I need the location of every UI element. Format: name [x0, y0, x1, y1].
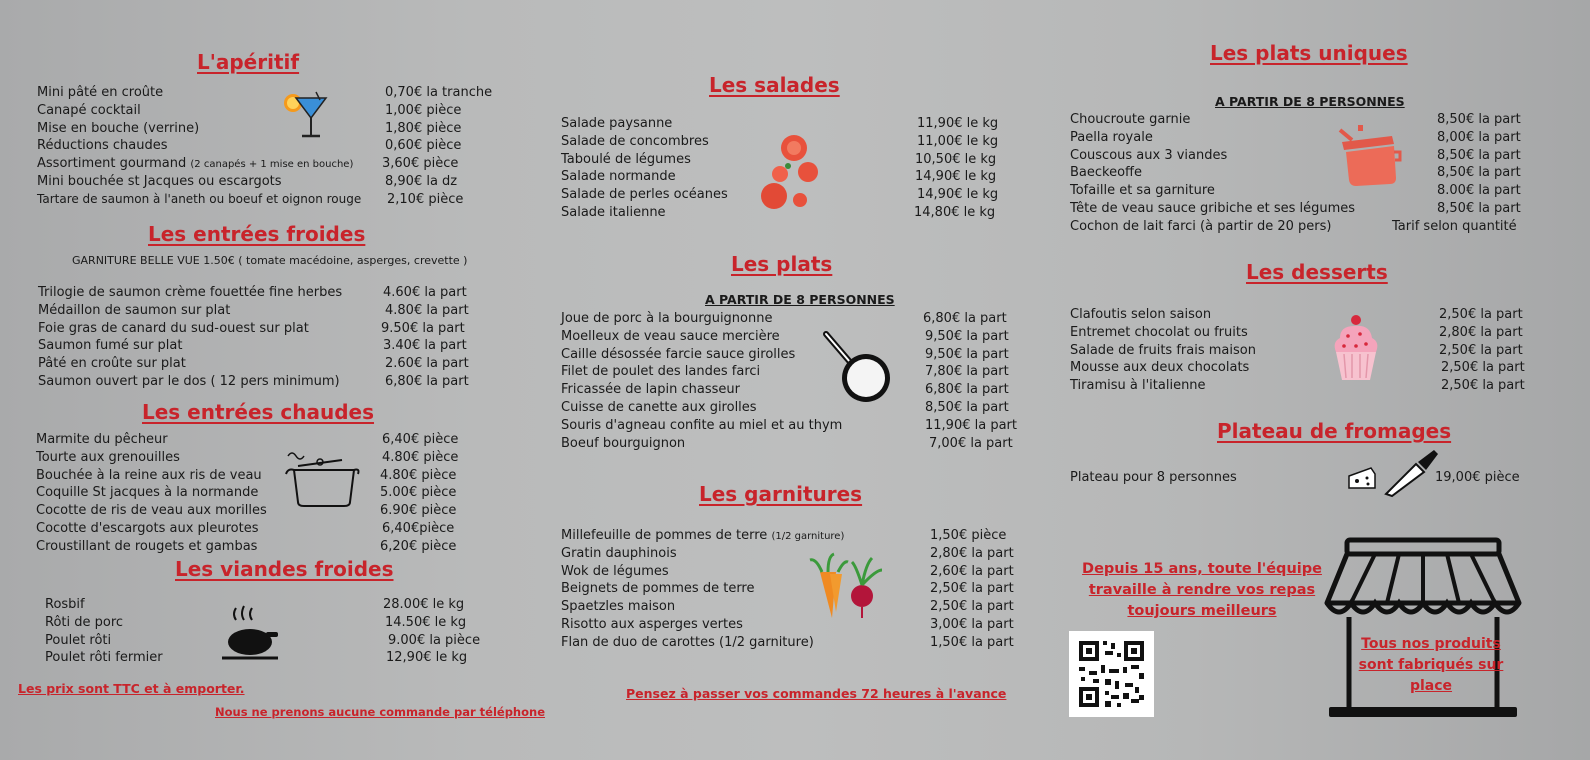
list-item: Poulet rôti 9.00€ la pièce [45, 632, 481, 648]
list-item: Saumon fumé sur plat 3.40€ la part [38, 338, 467, 354]
aperitif-list [37, 84, 497, 209]
viandes-froides-title: Les viandes froides [175, 557, 394, 581]
garniture-note: GARNITURE BELLE VUE 1.50€ ( tomate macédoine, asperges, crevette ) [72, 254, 468, 267]
list-item: Mini bouchée st Jacques ou escargots 8,90€ la dz [37, 173, 458, 189]
plats-uniques-subtitle: A PARTIR DE 8 PERSONNES [1215, 94, 1405, 109]
list-item: Foie gras de canard du sud-ouest sur plat 9.50€ la part [38, 320, 465, 336]
list-item: Médaillon de saumon sur plat 4.80€ la part [38, 302, 469, 318]
list-item: Filet de poulet des landes farci 7,80€ la part [561, 364, 1009, 380]
desserts-list [1070, 306, 1540, 395]
promo-line-1: Depuis 15 ans, toute l'équipe [1082, 561, 1322, 577]
list-item: Tiramisu à l'italienne 2,50€ la part [1070, 378, 1525, 394]
list-item: Pâté en croûte sur plat 2.60€ la part [38, 356, 469, 372]
list-item: Poulet rôti fermier 12,90€ le kg [45, 650, 468, 666]
list-item: Millefeuille de pommes de terre (1/2 garniture) 1,50€ pièce [561, 528, 1007, 543]
fromages-item-name: Plateau pour 8 personnes [1070, 470, 1237, 485]
promo-text [1076, 559, 1328, 622]
garnitures-title: Les garnitures [699, 482, 863, 506]
roast-chicken-icon [218, 604, 282, 666]
list-item: Trilogie de saumon crème fouettée fine herbes 4.60€ la part [38, 285, 467, 300]
entrees-chaudes-title: Les entrées chaudes [142, 400, 375, 424]
footer-phone-note: Nous ne prenons aucune commande par téléphone [215, 705, 545, 719]
list-item: Cocotte d'escargots aux pleurotes 6,40€pièce [36, 520, 455, 536]
list-item: Wok de légumes 2,60€ la part [561, 563, 1014, 579]
fromages-item [1070, 470, 1530, 488]
list-item: Baeckeoffe 8,50€ la part [1070, 165, 1521, 181]
pot-icon [284, 448, 362, 510]
list-item: Choucroute garnie 8,50€ la part [1070, 112, 1521, 127]
qr-code-icon[interactable] [1069, 631, 1154, 717]
list-item: Marmite du pêcheur 6,40€ pièce [36, 432, 459, 447]
plats-list [561, 310, 1021, 452]
shop-line-3: place [1409, 678, 1453, 694]
list-item: Mini pâté en croûte 0,70€ la tranche [37, 85, 493, 100]
entrees-froides-list [38, 284, 498, 391]
plats-title: Les plats [731, 252, 833, 276]
cocktail-icon [282, 90, 330, 142]
list-item: Paella royale 8,00€ la part [1070, 129, 1521, 145]
promo-line-2: travaille à rendre vos repas [1088, 582, 1316, 598]
list-item: Mousse aux deux chocolats 2,50€ la part [1070, 360, 1525, 376]
promo-line-3: toujours meilleurs [1127, 603, 1277, 619]
desserts-title: Les desserts [1246, 260, 1388, 284]
list-item: Canapé cocktail 1,00€ pièce [37, 102, 462, 118]
list-item: Spaetzles maison 2,50€ la part [561, 599, 1014, 615]
list-item: Souris d'agneau confite au miel et au thym 11,90€ la part [561, 417, 1017, 433]
garnitures-list [561, 527, 1021, 652]
knife-icon [1382, 448, 1440, 498]
entrees-froides-title: Les entrées froides [148, 222, 366, 246]
list-item: Salade normande 14,90€ le kg [561, 169, 997, 185]
list-item: Rosbif 28.00€ le kg [45, 597, 465, 612]
list-item: Moelleux de veau sauce mercière 9,50€ la part [561, 328, 1009, 344]
list-item: Beignets de pommes de terre 2,50€ la part [561, 581, 1014, 597]
frying-pan-icon [822, 330, 894, 404]
list-item: Croustillant de rougets et gambas 6,20€ pièce [36, 538, 457, 554]
list-item: Couscous aux 3 viandes 8,50€ la part [1070, 147, 1521, 163]
list-item: Salade de fruits frais maison 2,50€ la part [1070, 342, 1523, 358]
list-item: Salade paysanne 11,90€ le kg [561, 116, 999, 131]
cupcake-icon [1330, 314, 1382, 382]
footer-prices-note: Les prix sont TTC et à emporter. [18, 681, 245, 696]
list-item: Salade de perles océanes 14,90€ le kg [561, 187, 999, 203]
list-item: Salade de concombres 11,00€ le kg [561, 133, 999, 149]
list-item: Tourte aux grenouilles 4.80€ pièce [36, 449, 459, 465]
list-item: Risotto aux asperges vertes 3,00€ la part [561, 616, 1014, 632]
salades-title: Les salades [709, 73, 840, 97]
list-item: Réductions chaudes 0,60€ pièce [37, 138, 462, 154]
cheese-icon [1347, 466, 1377, 492]
list-item: Clafoutis selon saison 2,50€ la part [1070, 307, 1523, 322]
plats-uniques-title: Les plats uniques [1210, 41, 1408, 65]
entrees-chaudes-list [36, 431, 496, 556]
list-item: Mise en bouche (verrine) 1,80€ pièce [37, 120, 462, 136]
vegetables-icon [806, 552, 886, 622]
list-item: Cochon de lait farci (à partir de 20 pers) Tarif selon quantité [1070, 218, 1517, 234]
footer-order-note: Pensez à passer vos commandes 72 heures à l'avance [626, 686, 1007, 701]
list-item: Salade italienne 14,80€ le kg [561, 204, 996, 220]
plats-subtitle: A PARTIR DE 8 PERSONNES [705, 292, 895, 307]
fromages-title: Plateau de fromages [1217, 419, 1452, 443]
shop-line-2: sont fabriqués sur [1358, 657, 1504, 673]
cooking-pot-icon [1338, 122, 1400, 188]
list-item: Tofaille et sa garniture 8.00€ la part [1070, 183, 1521, 199]
list-item: Fricassée de lapin chasseur 6,80€ la part [561, 382, 1009, 398]
fromages-item-price: 19,00€ pièce [1435, 470, 1520, 485]
list-item: Coquille St jacques à la normande 5.00€ pièce [36, 485, 457, 501]
list-item: Gratin dauphinois 2,80€ la part [561, 545, 1014, 561]
list-item: Tête de veau sauce gribiche et ses légumes 8,50€ la part [1070, 200, 1521, 216]
list-item: Boeuf bourguignon 7,00€ la part [561, 435, 1013, 451]
list-item: Bouchée à la reine aux ris de veau 4.80€ pièce [36, 467, 457, 483]
aperitif-title: L'apéritif [197, 50, 300, 74]
list-item: Flan de duo de carottes (1/2 garniture) 1,50€ la part [561, 634, 1014, 650]
list-item: Cuisse de canette aux girolles 8,50€ la part [561, 399, 1009, 415]
list-item: Rôti de porc 14.50€ le kg [45, 614, 467, 630]
list-item: Saumon ouvert par le dos ( 12 pers minimum) 6,80€ la part [38, 373, 469, 389]
list-item: Entremet chocolat ou fruits 2,80€ la part [1070, 324, 1523, 340]
shop-text [1349, 634, 1513, 697]
list-item: Caille désossée farcie sauce girolles 9,50€ la part [561, 346, 1009, 362]
list-item: Cocotte de ris de veau aux morilles 6.90€ pièce [36, 503, 457, 519]
tomatoes-icon [758, 128, 824, 214]
list-item: Assortiment gourmand (2 canapés + 1 mise en bouche) 3,60€ pièce [37, 156, 459, 172]
list-item: Tartare de saumon à l'aneth ou boeuf et oignon rouge 2,10€ pièce [37, 191, 464, 207]
plats-uniques-list [1070, 111, 1540, 236]
list-item: Taboulé de légumes 10,50€ le kg [561, 151, 997, 167]
list-item: Joue de porc à la bourguignonne 6,80€ la part [561, 311, 1007, 326]
shop-line-1: Tous nos produits [1361, 636, 1501, 652]
